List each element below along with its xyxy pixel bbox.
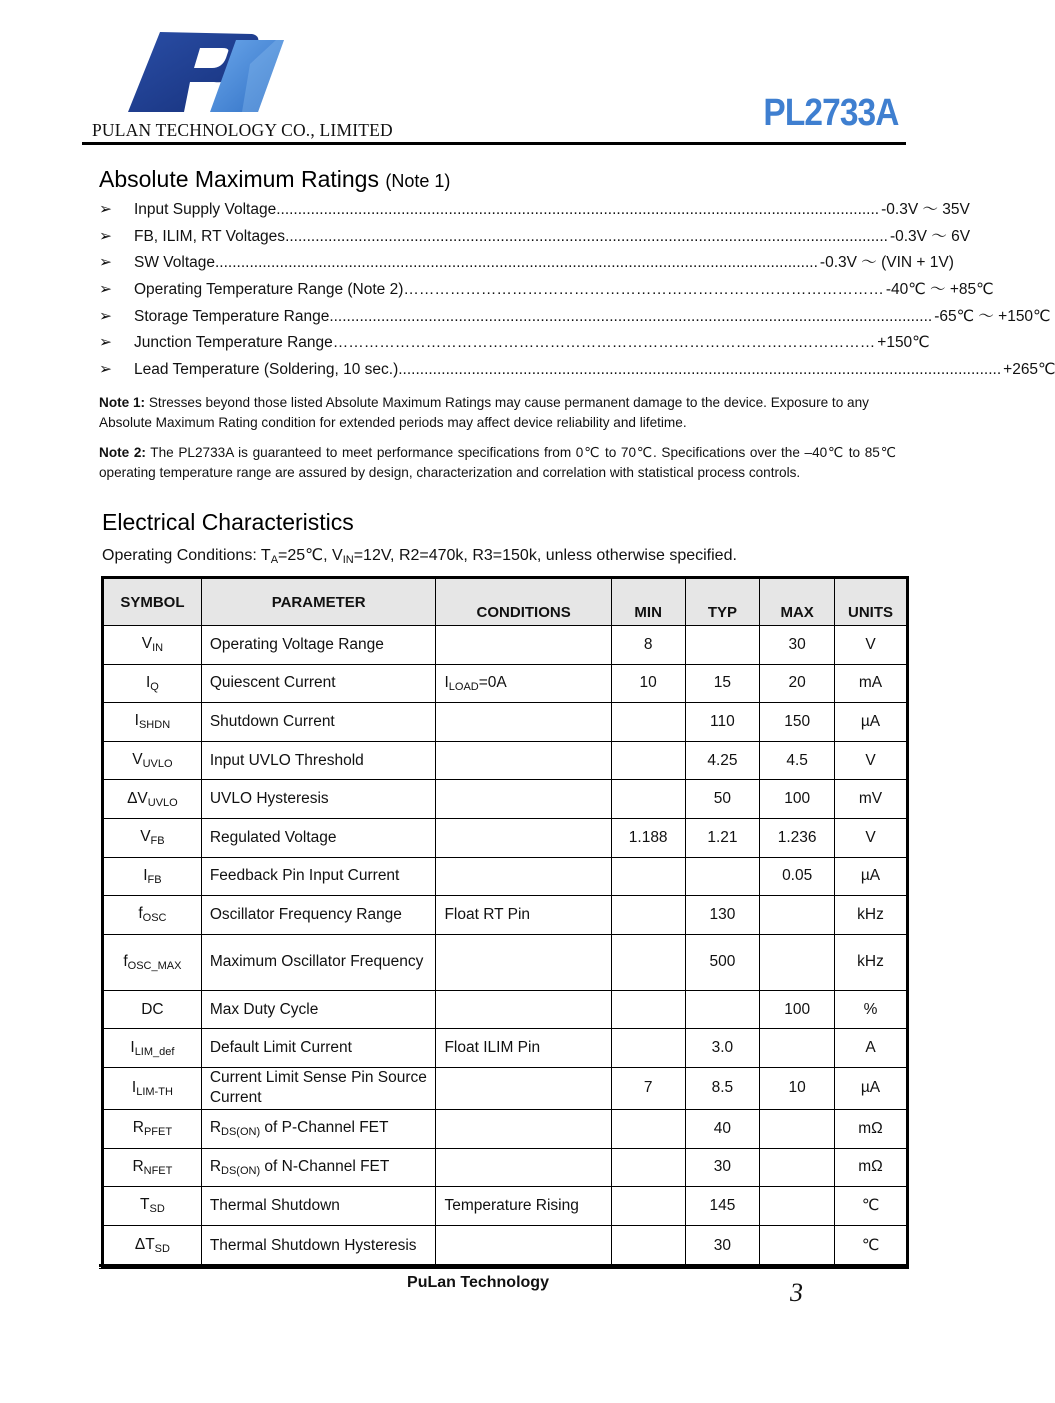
cell-min — [611, 1029, 685, 1068]
leader-dots: …………………………………………………………………………………………… — [332, 334, 876, 352]
cell-min — [611, 703, 685, 742]
cell-parameter: $R_{DS(ON)}$ of N-Channel FET — [201, 1148, 436, 1187]
op-cond-rest: =12V, R2=470k, R3=150k, unless otherwise specified. — [353, 547, 737, 564]
cell-symbol: $V_{UVLO}$ — [103, 741, 202, 780]
table-row — [103, 1225, 908, 1267]
cell-parameter: Default Limit Current — [201, 1029, 436, 1068]
cell-min: 10 — [611, 664, 685, 703]
cell-conditions — [436, 780, 611, 819]
op-cond-mid: =25℃, V — [278, 547, 343, 564]
col-header-conditions: CONDITIONS — [436, 578, 611, 626]
bullet-arrow-icon: ➢ — [99, 334, 112, 352]
rating-value: -65℃ ～ +150℃ — [934, 307, 1051, 325]
cell-units: µA — [835, 857, 908, 896]
ec-section-title: Electrical Characteristics — [102, 509, 354, 535]
rating-value: +150℃ — [877, 334, 930, 352]
rating-label: Junction Temperature Range — [134, 334, 333, 352]
cell-symbol: DC — [103, 990, 202, 1029]
cell-min — [611, 1148, 685, 1187]
table-row — [103, 780, 908, 819]
cell-min: 1.188 — [611, 818, 685, 857]
cell-conditions: $I_{LOAD}=0A$ — [436, 664, 611, 703]
cell-conditions: Float ILIM Pin — [436, 1029, 611, 1068]
col-header-symbol: SYMBOL — [103, 578, 202, 626]
cell-parameter: UVLO Hysteresis — [201, 780, 436, 819]
cell-max: 1.236 — [760, 818, 835, 857]
cell-units: % — [835, 990, 908, 1029]
cell-parameter: Maximum Oscillator Frequency — [201, 934, 436, 990]
cell-symbol: $f_{OSC}$ — [103, 896, 202, 935]
note-2 — [99, 443, 896, 483]
cell-typ: 3.0 — [685, 1029, 760, 1068]
cell-symbol: $V_{IN}$ — [103, 626, 202, 665]
cell-typ: 30 — [685, 1148, 760, 1187]
cell-parameter: Current Limit Sense Pin Source Current — [201, 1067, 436, 1109]
ratings-list — [99, 199, 1055, 386]
cell-typ: 4.25 — [685, 741, 760, 780]
cell-parameter: Shutdown Current — [201, 703, 436, 742]
cell-min — [611, 1225, 685, 1267]
amr-title-text: Absolute Maximum Ratings — [99, 166, 379, 192]
cell-symbol: $I_{FB}$ — [103, 857, 202, 896]
cell-conditions: Float RT Pin — [436, 896, 611, 935]
cell-max: 30 — [760, 626, 835, 665]
bullet-arrow-icon: ➢ — [99, 227, 112, 245]
rating-label: Storage Temperature Range — [134, 307, 330, 325]
cell-parameter: Thermal Shutdown Hysteresis — [201, 1225, 436, 1267]
rating-label: SW Voltage — [134, 254, 215, 272]
cell-conditions — [436, 857, 611, 896]
cell-max: 100 — [760, 990, 835, 1029]
cell-min — [611, 934, 685, 990]
table-row — [103, 990, 908, 1029]
rating-label: Input Supply Voltage — [134, 201, 277, 218]
cell-parameter: Thermal Shutdown — [201, 1187, 436, 1226]
rating-item — [99, 332, 930, 359]
cell-max — [760, 1029, 835, 1068]
cell-min: 8 — [611, 626, 685, 665]
cell-max — [760, 1148, 835, 1187]
cell-max — [760, 1109, 835, 1148]
rating-item — [99, 199, 970, 226]
cell-min — [611, 896, 685, 935]
op-cond-ta-sub: A — [270, 554, 279, 566]
cell-units: µA — [835, 703, 908, 742]
cell-parameter: Quiescent Current — [201, 664, 436, 703]
op-cond-vin-sub: IN — [342, 554, 354, 566]
rating-value: +265℃ — [1003, 361, 1055, 379]
footer-divider-thin — [99, 1268, 906, 1269]
footer-company: PuLan Technology — [407, 1274, 549, 1291]
col-header-typ: TYP — [685, 578, 760, 626]
cell-conditions — [436, 1067, 611, 1109]
col-header-max: MAX — [760, 578, 835, 626]
op-cond-prefix: Operating Conditions: T — [102, 547, 271, 564]
cell-symbol: $T_{SD}$ — [103, 1187, 202, 1226]
cell-conditions — [436, 990, 611, 1029]
table-row — [103, 1109, 908, 1148]
cell-conditions — [436, 703, 611, 742]
cell-symbol: $I_Q$ — [103, 664, 202, 703]
page-number: 3 — [790, 1278, 803, 1307]
cell-conditions — [436, 1225, 611, 1267]
cell-typ: 145 — [685, 1187, 760, 1226]
rating-item — [99, 252, 954, 279]
bullet-arrow-icon: ➢ — [99, 254, 112, 272]
cell-max: 0.05 — [760, 857, 835, 896]
cell-conditions — [436, 934, 611, 990]
leader-dots: ............................................................................................................................................ — [215, 254, 818, 272]
cell-conditions — [436, 1148, 611, 1187]
cell-typ: 50 — [685, 780, 760, 819]
cell-units: mΩ — [835, 1109, 908, 1148]
cell-max: 4.5 — [760, 741, 835, 780]
cell-min — [611, 857, 685, 896]
cell-max — [760, 934, 835, 990]
rating-item — [99, 226, 971, 253]
note-2-label: Note 2: — [99, 445, 146, 460]
cell-units: V — [835, 741, 908, 780]
leader-dots: ............................................................................................................................................ — [276, 201, 880, 218]
cell-typ: 40 — [685, 1109, 760, 1148]
cell-typ: 30 — [685, 1225, 760, 1267]
cell-parameter: $R_{DS(ON)}$ of P-Channel FET — [201, 1109, 436, 1148]
part-number: PL2733A — [763, 92, 899, 134]
cell-parameter: Feedback Pin Input Current — [201, 857, 436, 896]
cell-max — [760, 1225, 835, 1267]
company-name: PULAN TECHNOLOGY CO., LIMITED — [92, 120, 393, 140]
cell-conditions — [436, 626, 611, 665]
cell-typ — [685, 990, 760, 1029]
cell-symbol: $I_{SHDN}$ — [103, 703, 202, 742]
electrical-characteristics-table — [101, 576, 909, 1269]
cell-max: 10 — [760, 1067, 835, 1109]
cell-units: ℃ — [835, 1225, 908, 1267]
cell-max: 100 — [760, 780, 835, 819]
table-row — [103, 818, 908, 857]
table-body — [103, 626, 908, 1268]
cell-min — [611, 1187, 685, 1226]
cell-typ: 8.5 — [685, 1067, 760, 1109]
cell-typ: 1.21 — [685, 818, 760, 857]
company-logo — [126, 30, 286, 116]
note-1-text: Stresses beyond those listed Absolute Maximum Ratings may cause permanent damage to the device. Exposure to any Absolute Maximum Rating condition for extended periods may affect device reliability and lifetime. — [99, 395, 869, 430]
cell-typ: 500 — [685, 934, 760, 990]
table-row — [103, 1067, 908, 1109]
cell-units: V — [835, 626, 908, 665]
cell-conditions — [436, 1109, 611, 1148]
cell-units: kHz — [835, 896, 908, 935]
cell-parameter: Oscillator Frequency Range — [201, 896, 436, 935]
cell-units: A — [835, 1029, 908, 1068]
bullet-arrow-icon: ➢ — [99, 281, 112, 299]
cell-symbol: $\Delta T_{SD}$ — [103, 1225, 202, 1267]
cell-max — [760, 1187, 835, 1226]
rating-value: -40℃ ～ +85℃ — [885, 281, 994, 299]
cell-units: V — [835, 818, 908, 857]
note-1 — [99, 393, 896, 433]
cell-typ: 15 — [685, 664, 760, 703]
cell-parameter: Regulated Voltage — [201, 818, 436, 857]
cell-typ: 130 — [685, 896, 760, 935]
cell-symbol: $f_{OSC\_MAX}$ — [103, 934, 202, 990]
rating-item — [99, 279, 994, 306]
cell-parameter: Max Duty Cycle — [201, 990, 436, 1029]
cell-min: 7 — [611, 1067, 685, 1109]
table-row — [103, 896, 908, 935]
leader-dots: ............................................................................................................................................ — [329, 307, 933, 325]
leader-dots: ............................................................................................................................................ — [285, 227, 888, 245]
note-2-text: The PL2733A is guaranteed to meet performance specifications from 0℃ to 70℃. Specifications over the –40℃ to 85℃ operating temperature range are assured by design, characterization and correlation with statistical process controls. — [99, 445, 896, 480]
note-1-label: Note 1: — [99, 395, 146, 410]
cell-min — [611, 1109, 685, 1148]
rating-value: -0.3V ～ (VIN + 1V) — [819, 254, 954, 272]
rating-label: FB, ILIM, RT Voltages — [134, 227, 286, 245]
amr-title-note: (Note 1) — [385, 171, 451, 191]
table-row — [103, 703, 908, 742]
cell-conditions: Temperature Rising — [436, 1187, 611, 1226]
table-row — [103, 664, 908, 703]
footer-divider — [99, 1264, 906, 1267]
col-header-units: UNITS — [835, 578, 908, 626]
cell-units: kHz — [835, 934, 908, 990]
cell-max: 20 — [760, 664, 835, 703]
col-header-min: MIN — [611, 578, 685, 626]
cell-units: µA — [835, 1067, 908, 1109]
table-row — [103, 741, 908, 780]
cell-symbol: $R_{PFET}$ — [103, 1109, 202, 1148]
table-row — [103, 1148, 908, 1187]
cell-symbol: $I_{LIM-TH}$ — [103, 1067, 202, 1109]
leader-dots: ………………………………………………………………………………… — [403, 281, 884, 299]
cell-min — [611, 741, 685, 780]
table-header-row — [103, 578, 908, 626]
col-header-parameter: PARAMETER — [201, 578, 436, 626]
cell-min — [611, 780, 685, 819]
bullet-arrow-icon: ➢ — [99, 361, 112, 379]
rating-value: -0.3V ～ 6V — [889, 227, 971, 245]
bullet-arrow-icon: ➢ — [99, 201, 112, 218]
cell-conditions — [436, 818, 611, 857]
table-row — [103, 1029, 908, 1068]
cell-min — [611, 990, 685, 1029]
rating-label: Operating Temperature Range (Note 2) — [134, 281, 404, 299]
amr-section-title — [99, 166, 450, 193]
operating-conditions — [102, 545, 737, 566]
bullet-arrow-icon: ➢ — [99, 307, 112, 325]
cell-units: ℃ — [835, 1187, 908, 1226]
table-row — [103, 934, 908, 990]
cell-typ — [685, 626, 760, 665]
cell-max: 150 — [760, 703, 835, 742]
table-row — [103, 857, 908, 896]
table-row — [103, 626, 908, 665]
cell-parameter: Input UVLO Threshold — [201, 741, 436, 780]
rating-value: -0.3V ～ 35V — [881, 201, 970, 218]
rating-item — [99, 306, 1051, 333]
cell-conditions — [436, 741, 611, 780]
cell-symbol: $I_{LIM\_def}$ — [103, 1029, 202, 1068]
cell-symbol: $\Delta V_{UVLO}$ — [103, 780, 202, 819]
cell-symbol: $V_{FB}$ — [103, 818, 202, 857]
cell-units: mV — [835, 780, 908, 819]
cell-units: mΩ — [835, 1148, 908, 1187]
cell-typ: 110 — [685, 703, 760, 742]
leader-dots: ............................................................................................................................................ — [398, 361, 1002, 379]
cell-max — [760, 896, 835, 935]
cell-symbol: $R_{NFET}$ — [103, 1148, 202, 1187]
cell-typ — [685, 857, 760, 896]
header-divider — [82, 142, 906, 145]
cell-units: mA — [835, 664, 908, 703]
rating-label: Lead Temperature (Soldering, 10 sec.) — [134, 361, 399, 379]
cell-parameter: Operating Voltage Range — [201, 626, 436, 665]
table-row — [103, 1187, 908, 1226]
rating-item — [99, 359, 1055, 386]
